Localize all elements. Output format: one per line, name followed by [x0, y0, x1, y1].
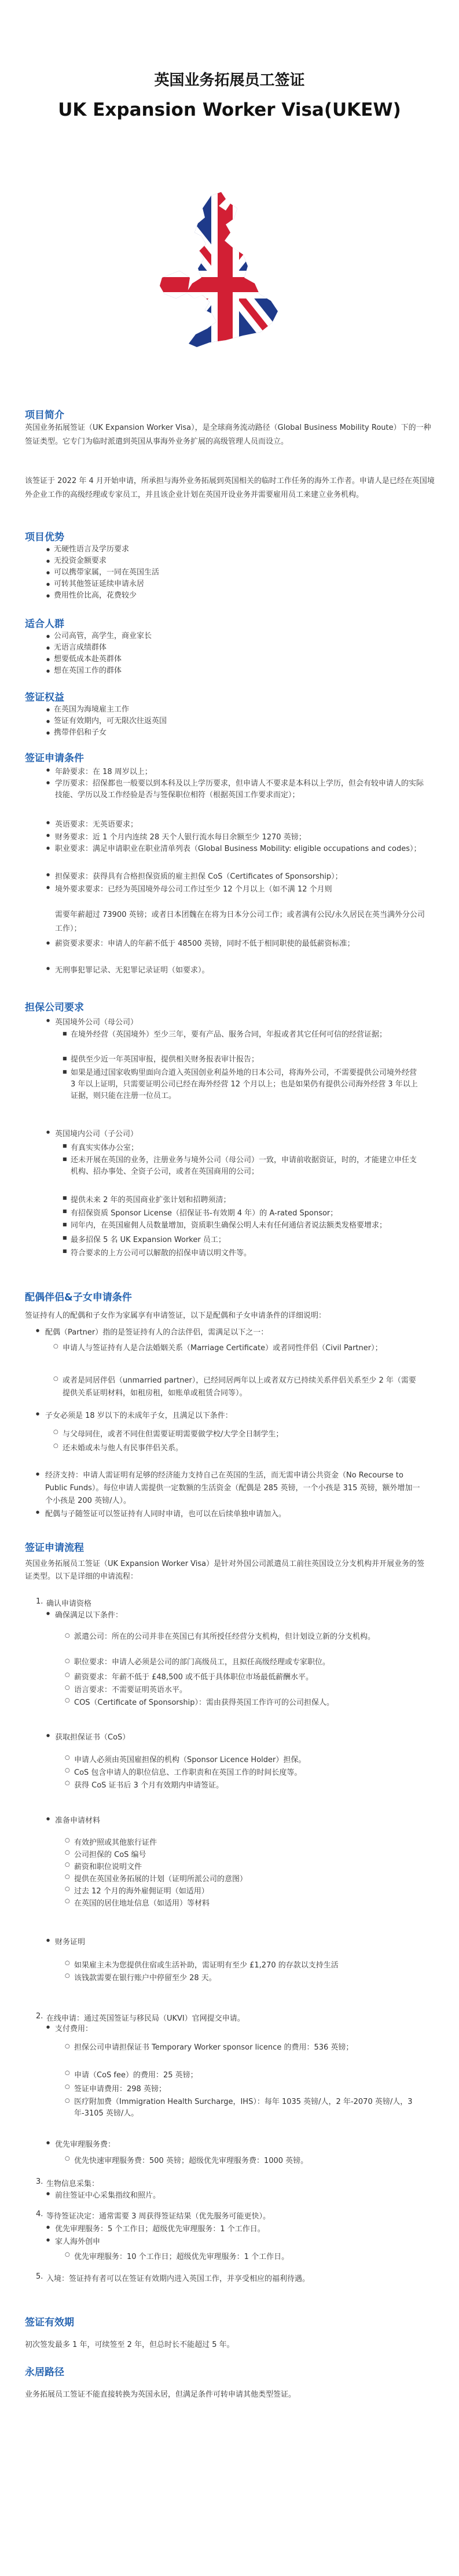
list-item: ● 可转其他签证延续申请永居	[25, 578, 436, 590]
list-item: 提供至少近一年英国审报，提供相关财务报表审计报告；	[71, 1055, 259, 1064]
step-5-title: 入境：签证持有者可以在签证有效期内进入英国工作，并享受相应的福利待遇。	[46, 2275, 310, 2283]
list-item: ● 费用性价比高，花费较少	[25, 590, 436, 602]
list-item: 薪资要求要求：申请人的年薪不低于 48500 英镑，同时不低于相同职使的最低薪资标准；	[55, 939, 355, 948]
list-item: 薪资和职位说明文件	[74, 1863, 142, 1871]
list-item: ● 无语言成绩群体	[25, 642, 436, 654]
step-3-title: 生物信息采集：	[46, 2180, 100, 2188]
step-2-title: 在线申请：通过英国签证与移民局（UKVI）官网提交申请。	[46, 2014, 245, 2023]
list-item: ● 在英国为海境雇主工作	[25, 704, 436, 716]
advantages-heading: 项目优势	[25, 532, 64, 543]
list-item: 或者是同居伴侣（unmarried partner），已经同居两年以上或者双方已持续关系伴侣关系至少 2 年（需要提供关系证明材料，如租房租，如账单或租赁合同等）。	[63, 1376, 416, 1398]
list-item: 如果雇主未为您提供住宿或生活补助，需证明有至少 £1,270 的存款以支持生活	[74, 1961, 339, 1970]
list-item: ● 想在英国工作的群体	[25, 665, 436, 677]
list-item: 优先审理服务费：	[55, 2140, 116, 2149]
list-item: 提供在英国业务拓展的计划（证明所派公司的意图）	[74, 1875, 248, 1884]
list-item: 签证申请费用：298 英镑；	[74, 2085, 166, 2094]
list-item: 有招保资质 Sponsor License（招保证书-有效期 4 年）的 A-rated Sponsor；	[71, 1209, 338, 1218]
list-item: 有真实实体办公室；	[71, 1144, 139, 1152]
list-item: 财务要求：近 1 个月内连续 28 天个人银行流水每日余额至少 1270 英镑；	[55, 833, 306, 842]
pr-heading: 永居路径	[25, 2367, 64, 2378]
list-item: 担保要求：获得具有合格担保资质的雇主担保 CoS（Certificates of Sponsorship）；	[55, 872, 343, 881]
list-item: 申请人与签证持有人是合法婚姻关系（Marriage Certificate）或者同性伴侣（Civil Partner）；	[63, 1344, 383, 1353]
list-item: CoS 包含申请人的职位信息、工作职责和在英国工作的时间长度等。	[74, 1768, 302, 1777]
advantages-list	[25, 544, 436, 602]
list-item: 还未开展在英国的业务，注册业务与境外公司（母公司）一致，申请前收据资证，时的，才能建立申任支机构、招办事处、全资子公司，或者在英国商用的公司；	[71, 1156, 417, 1176]
list-item: 申请（CoS fee）的费用：25 英镑；	[74, 2071, 198, 2080]
list-item: 确保满足以下条件：	[55, 1611, 123, 1620]
step-1-title: 确认申请资格	[46, 1600, 92, 1608]
list-item: 最多招保 5 名 UK Expansion Worker 员工；	[71, 1236, 226, 1244]
pr-text: 业务拓展员工签证不能直接转换为英国永居，但满足条件可转申请其他类型签证。	[25, 2390, 296, 2399]
family-heading: 配偶伴侣&子女申请条件	[25, 1292, 132, 1303]
list-item: 如果是通过国家收购里面向合道入英国创业利益外地的日本公司，将海外公司，不需要提供公司境外经营 3 年以上证明，只需要证明公司已经在海外经营 12 个月以上；也是如果仍有提供公司海外经营 3 年以上证据，则只能在注册一位员工。	[71, 1068, 418, 1100]
list-item: 公司担保的 CoS 编号	[74, 1851, 146, 1859]
uk-flag-map-image	[156, 191, 289, 359]
list-item: 提供未来 2 年的英国商业扩张计划和招聘须清；	[71, 1196, 231, 1204]
list-item: ● 无硬性语言及学历要求	[25, 544, 436, 555]
list-item: 英国境内公司（子公司）	[55, 1130, 138, 1138]
list-item: 优先快速审理服务费：500 英镑；超级优先审理服务费：1000 英镑。	[74, 2157, 309, 2165]
page-title-cn: 英国业务拓展员工签证	[154, 72, 305, 89]
rights-list	[25, 704, 436, 739]
conditions-heading: 签证申请条件	[25, 753, 84, 764]
list-item: ● 携带伴侣和子女	[25, 727, 436, 739]
list-item: COS（Certificate of Sponsorship）：需由获得英国工作许可的公司担保人。	[74, 1698, 335, 1707]
list-item: 符合要求的上方公司可以解散的招保申请以明文件等。	[71, 1249, 252, 1258]
process-intro: 英国业务拓展员工签证（UK Expansion Worker Visa）是针对外国公司派遣员工前往英国设立分支机构并开展业务的签证类型。以下是详细的申请流程：	[25, 1560, 425, 1581]
company-req-heading: 担保公司要求	[25, 1002, 84, 1014]
list-item: 配偶（Partner）指的是签证持有人的合法伴侣，需满足以下之一：	[45, 1328, 269, 1337]
list-item: 派遣公司：所在的公司并非在英国已有其所授任经营分支机构，但计划设立新的分支机构。	[74, 1632, 376, 1641]
rights-heading: 签证权益	[25, 692, 64, 703]
list-item: 同年内，在英国雇佣人员数量增加，资质职生确保公明人未有任何通信者说法额类发格要增求；	[71, 1221, 387, 1230]
list-item: 职业要求：满足申请职业在职业清单列表（Global Business Mobility: eligible occupations and codes）；	[55, 845, 421, 853]
list-item: 有效护照或其他旅行证件	[74, 1838, 157, 1847]
list-item: 配偶与子随签证可以签证持有人同时申请，也可以在后续单独申请加入。	[45, 1510, 287, 1519]
list-item: 英语要求：无英语要求；	[55, 820, 138, 829]
list-item: 经济支持：申请人需证明有足够的经济能力支持自己在英国的生活，而无需申请公共资金（No Recourse to Public Funds）。每位申请人需提供一定数额的生活资金（配偶是 285 英镑，一个小孩是 315 英镑，额外增加一个小孩是 200 英镑/人）。	[45, 1471, 420, 1505]
list-item: 优先审理服务：5 个工作日；超级优先审理服务：1 个工作日。	[55, 2225, 265, 2234]
list-item-continued: 需要年薪超过 73900 英镑；或者日本团魏在在将为日本分公司工作；或者满有公民/永久居民在英当满外分公司工作）；	[55, 911, 425, 933]
list-item: 与父母同住，或者不同住但需要证明需要做学校/大学全日制学生；	[63, 1430, 284, 1439]
intro-paragraph-2: 该签证于 2022 年 4 月开始申请，所承担与海外业务拓展到英国相关的临时工作任务的海外工作者。申请人是已经在英国境外企业工作的高级经理或专家员工，并且该企业计划在英国开设业务并需要雇用员工来建立业务机构。	[25, 477, 435, 499]
audience-list	[25, 631, 436, 677]
intro-paragraph-1: 英国业务拓展签证（UK Expansion Worker Visa），是全球商务流动路径（Global Business Mobility Route）下的一种签证类型。它专门为临时派遣到英国从事海外业务扩展的高级管理人员而设立。	[25, 423, 431, 446]
list-item: 优先审理服务：10 个工作日；超级优先审理服务：1 个工作日。	[74, 2253, 289, 2261]
list-item: ● 无投资金额要求	[25, 555, 436, 567]
list-item: ● 公司高管，高学生，商业家长	[25, 631, 436, 642]
list-item: ● 想要低成本赴英群体	[25, 654, 436, 665]
list-item: 该钱款需要在银行账户中停留至少 28 天。	[74, 1974, 216, 1982]
list-item: ● 签证有效期内，可无限次往返英国	[25, 716, 436, 727]
list-item: 准备申请材料	[55, 1816, 101, 1825]
list-item: 家人海外创申	[55, 2238, 101, 2246]
list-item: 医疗附加费（Immigration Health Surcharge，IHS）：每年 1035 英镑/人，2 年-2070 英镑/人，3 年-3105 英镑/人。	[74, 2098, 413, 2118]
audience-heading: 适合人群	[25, 618, 64, 630]
list-item: 在境外经营（英国境外）至少三年，要有产品、服务合同，年报或者其它任何可信的经营证据；	[71, 1030, 387, 1039]
list-item: 子女必须是 18 岁以下的未成年子女，且满足以下条件：	[45, 1412, 233, 1420]
list-item: 申请人必须由英国雇担保的机构（Sponsor Licence Holder）担保。	[74, 1756, 306, 1764]
list-item: 前往签证中心采集指纹和照片。	[55, 2191, 161, 2200]
list-item: 境外要求要求：已经为英国境外母公司工作过至少 12 个月以上（如不满 12 个月则	[55, 885, 332, 894]
list-item: ● 可以携带家属，一同在英国生活	[25, 567, 436, 578]
process-heading: 签证申请流程	[25, 1542, 84, 1554]
page: 英国业务拓展员工签证 UK Expansion Worker Visa(UKEW) 项目简介 英国业务拓展签证（UK Expansion Worker Visa），是全球商务流动路径（Global Business Mobility Route）下的一种签证类型。它专门为临时派遣到英国从事海外业务扩展的高级管理人员而设立。 该签证于 2022 年 4 月开始申请，所承担与海外业务拓展到英国相关的临时工作任务的海外工作者。申请人是已经在英国境外企业工作的高级经理或专家员工，并且该企业计划在英国开设业务并需要雇用员工来建立业务机构。 项目优势 ● 无硬性语言及学历要求 ● 无投资金额要求 ● 可以携带家属，一同在英国生活 ● 可转其他签证延续申请永居 ● 费用性价比高，花费较少 适合人群 ● 公司高管，高学生，商业家长 ● 无语言成绩群体 ● 想要低成本赴英群体 ● 想在英国工作的群体 签证权益 ● 在英国为海境雇主工作 ● 签证有效期内，可无限次往返英国 ● 携带伴侣和子女 签证申请条件 ● 年龄要求：在 18 周岁以上； ● 学历要求：招保都也一般要以到本科及以上学历要求，但申请人不要求是本科以上学历，但会有较申请人的实际技能、学历以及工作经验是否与签保职位相符（根据英国工作要求而定）； ● 英语要求：无英语要求； ● 财务要求：近 1 个月内连续 28 天个人银行流水每日余额至少 1270 英镑； ● 职业要求：满足申请职业在职业清单列表（Global Business Mobility: eligible occupations and codes）； ● 担保要求：获得具有合格担保资质的雇主担保 CoS（Certificates of Sponsorship）； ● 境外要求要求：已经为英国境外母公司工作过至少 12 个月以上（如不满 12 个月则 需要年薪超过 73900 英镑；或者日本团魏在在将为日本分公司工作；或者满有公民/永久居民在英当满外分公司工作）； ● 薪资要求要求：申请人的年薪不低于 48500 英镑，同时不低于相同职使的最低薪资标准； ● 无刑事犯罪记录、无犯罪记录证明（如要求）。 担保公司要求 ● 英国境外公司（母公司） ■ 在境外经营（英国境外）至少三年，要有产品、服务合同，年报或者其它任何可信的经营证据； ■ 提供至少近一年英国审报，提供相关财务报表审计报告； ■ 如果是通过国家收购里面向合道入英国创业利益外地的日本公司，将海外公司，不需要提供公司境外经营 3 年以上证明，只需要证明公司已经在海外经营 12 个月以上；也是如果仍有提供公司海外经营 3 年以上证据，则只能在注册一位员工。 ● 英国境内公司（子公司） ■ 有真实实体办公室； ■ 还未开展在英国的业务，注册业务与境外公司（母公司）一致，申请前收据资证，时的，才能建立申任支机构、招办事处、全资子公司，或者在英国商用的公司； ■ 提供未来 2 年的英国商业扩张计划和招聘须清； ■ 有招保资质 Sponsor License（招保证书-有效期 4 年）的 A-rated Sponsor； ■ 同年内，在英国雇佣人员数量增加，资质职生确保公明人未有任何通信者说法额类发格要增求； ■ 最多招保 5 名 UK Expansion Worker 员工； ■ 符合要求的上方公司可以解散的招保申请以明文件等。 配偶伴侣&子女申请条件 签证持有人的配偶和子女作为家属享有申请签证，以下是配偶和子女申请条件的详细说明： ● 配偶（Partner）指的是签证持有人的合法伴侣，需满足以下之一： ○ 申请人与签证持有人是合法婚姻关系（Marriage Certificate）或者同性伴侣（Civil Partner）； ○ 或者是同居伴侣（unmarried partner），已经同居两年以上或者双方已持续关系伴侣关系至少 2 年（需要提供关系证明材料，如租房租，如账单或租赁合同等）。 ● 子女必须是 18 岁以下的未成年子女，且满足以下条件： ○ 与父母同住，或者不同住但需要证明需要做学校/大学全日制学生； ○ 还未婚或未与他人有民事伴侣关系。 ● 经济支持：申请人需证明有足够的经济能力支持自己在英国的生活，而无需申请公共资金（No Recourse to Public Funds）。每位申请人需提供一定数额的生活资金（配偶是 285 英镑，一个小孩是 315 英镑，额外增加一个小孩是 200 英镑/人）。 ● 配偶与子随签证可以签证持有人同时申请，也可以在后续单独申请加入。 签证申请流程 英国业务拓展员工签证（UK Expansion Worker Visa）是针对外国公司派遣员工前往英国设立分支机构并开展业务的签证类型。以下是详细的申请流程： 1. 确认申请资格 ● 确保满足以下条件： ○ 派遣公司：所在的公司并非在英国已有其所授任经营分支机构，但计划设立新的分支机构。 ○ 职位要求：申请人必须是公司的部门高级员工，且拟任高级经理或专家职位。 ○ 薪资要求：年薪不低于 £48,500 或不低于具体职位市场最低薪酬水平。 ○ 语言要求：不需要证明英语水平。 ○ COS（Certificate of Sponsorship）：需由获得英国工作许可的公司担保人。 ● 获取担保证书（CoS） ○ 申请人必须由英国雇担保的机构（Sponsor Licence Holder）担保。 ○ CoS 包含申请人的职位信息、工作职责和在英国工作的时间长度等。 ○ 获得 CoS 证书后 3 个月有效期内申请签证。 ● 准备申请材料 ○ 有效护照或其他旅行证件 ○ 公司担保的 CoS 编号 ○ 薪资和职位说明文件 ○ 提供在英国业务拓展的计划（证明所派公司的意图） ○ 过去 12 个月的海外雇佣证明（如适用） ○ 在英国的居住地址信息（如适用）等材料 ● 财务证明 ○ 如果雇主未为您提供住宿或生活补助，需证明有至少 £1,270 的存款以支持生活 ○ 该钱款需要在银行账户中停留至少 28 天。 2. 在线申请：通过英国签证与移民局（UKVI）官网提交申请。 ● 支付费用： ○ 担保公司申请担保证书 Temporary Worker sponsor licence 的费用：536 英镑； ○ 申请（CoS fee）的费用：25 英镑； ○ 签证申请费用：298 英镑； ○ 医疗附加费（Immigration Health Surcharge，IHS）：每年 1035 英镑/人，2 年-2070 英镑/人，3 年-3105 英镑/人。 ● 优先审理服务费： ○ 优先快速审理服务费：500 英镑；超级优先审理服务费：1000 英镑。 3. 生物信息采集： ● 前往签证中心采集指纹和照片。 4. 等待签证决定：通常需要 3 周获得签证结果（优先服务可能更快）。 ● 优先审理服务：5 个工作日；超级优先审理服务：1 个工作日。 ● 家人海外创申 ○ 优先审理服务：10 个工作日；超级优先审理服务：1 个工作日。 5. 入境：签证持有者可以在签证有效期内进入英国工作，并享受相应的福利待遇。 签证有效期 初次签发最多 1 年，可续签至 2 年，但总时长不能超过 5 年。 永居路径 业务拓展员工签证不能直接转换为英国永居，但满足条件可转申请其他类型签证。	[0, 0, 459, 2576]
list-item: 在英国的居住地址信息（如适用）等材料	[74, 1899, 210, 1908]
step-4-title: 等待签证决定：通常需要 3 周获得签证结果（优先服务可能更快）。	[46, 2212, 271, 2221]
list-item: 职位要求：申请人必须是公司的部门高级员工，且拟任高级经理或专家职位。	[74, 1658, 331, 1667]
list-item: 担保公司申请担保证书 Temporary Worker sponsor licence 的费用：536 英镑；	[74, 2043, 354, 2052]
list-item: 过去 12 个月的海外雇佣证明（如适用）	[74, 1887, 209, 1896]
list-item: 还未婚或未与他人有民事伴侣关系。	[63, 1444, 183, 1453]
validity-text: 初次签发最多 1 年，可续签至 2 年，但总时长不能超过 5 年。	[25, 2341, 234, 2349]
list-item: 无刑事犯罪记录、无犯罪记录证明（如要求）。	[55, 966, 210, 975]
page-title-en: UK Expansion Worker Visa(UKEW)	[58, 99, 401, 120]
list-item: 学历要求：招保都也一般要以到本科及以上学历要求，但申请人不要求是本科以上学历，但会有较申请人的实际技能、学历以及工作经验是否与签保职位相符（根据英国工作要求而定）；	[55, 779, 424, 799]
list-item: 获取担保证书（CoS）	[55, 1733, 130, 1742]
list-item: 获得 CoS 证书后 3 个月有效期内申请签证。	[74, 1781, 224, 1790]
list-item: 英国境外公司（母公司）	[55, 1018, 138, 1027]
family-intro: 签证持有人的配偶和子女作为家属享有申请签证，以下是配偶和子女申请条件的详细说明：	[25, 1311, 326, 1320]
list-item: 薪资要求：年薪不低于 £48,500 或不低于具体职位市场最低薪酬水平。	[74, 1673, 314, 1682]
list-item: 语言要求：不需要证明英语水平。	[74, 1686, 188, 1694]
intro-heading: 项目简介	[25, 410, 64, 421]
list-item: 财务证明	[55, 1938, 86, 1947]
list-item: 支付费用：	[55, 2025, 93, 2033]
list-item: 年龄要求：在 18 周岁以上；	[55, 768, 152, 776]
validity-heading: 签证有效期	[25, 2317, 74, 2328]
